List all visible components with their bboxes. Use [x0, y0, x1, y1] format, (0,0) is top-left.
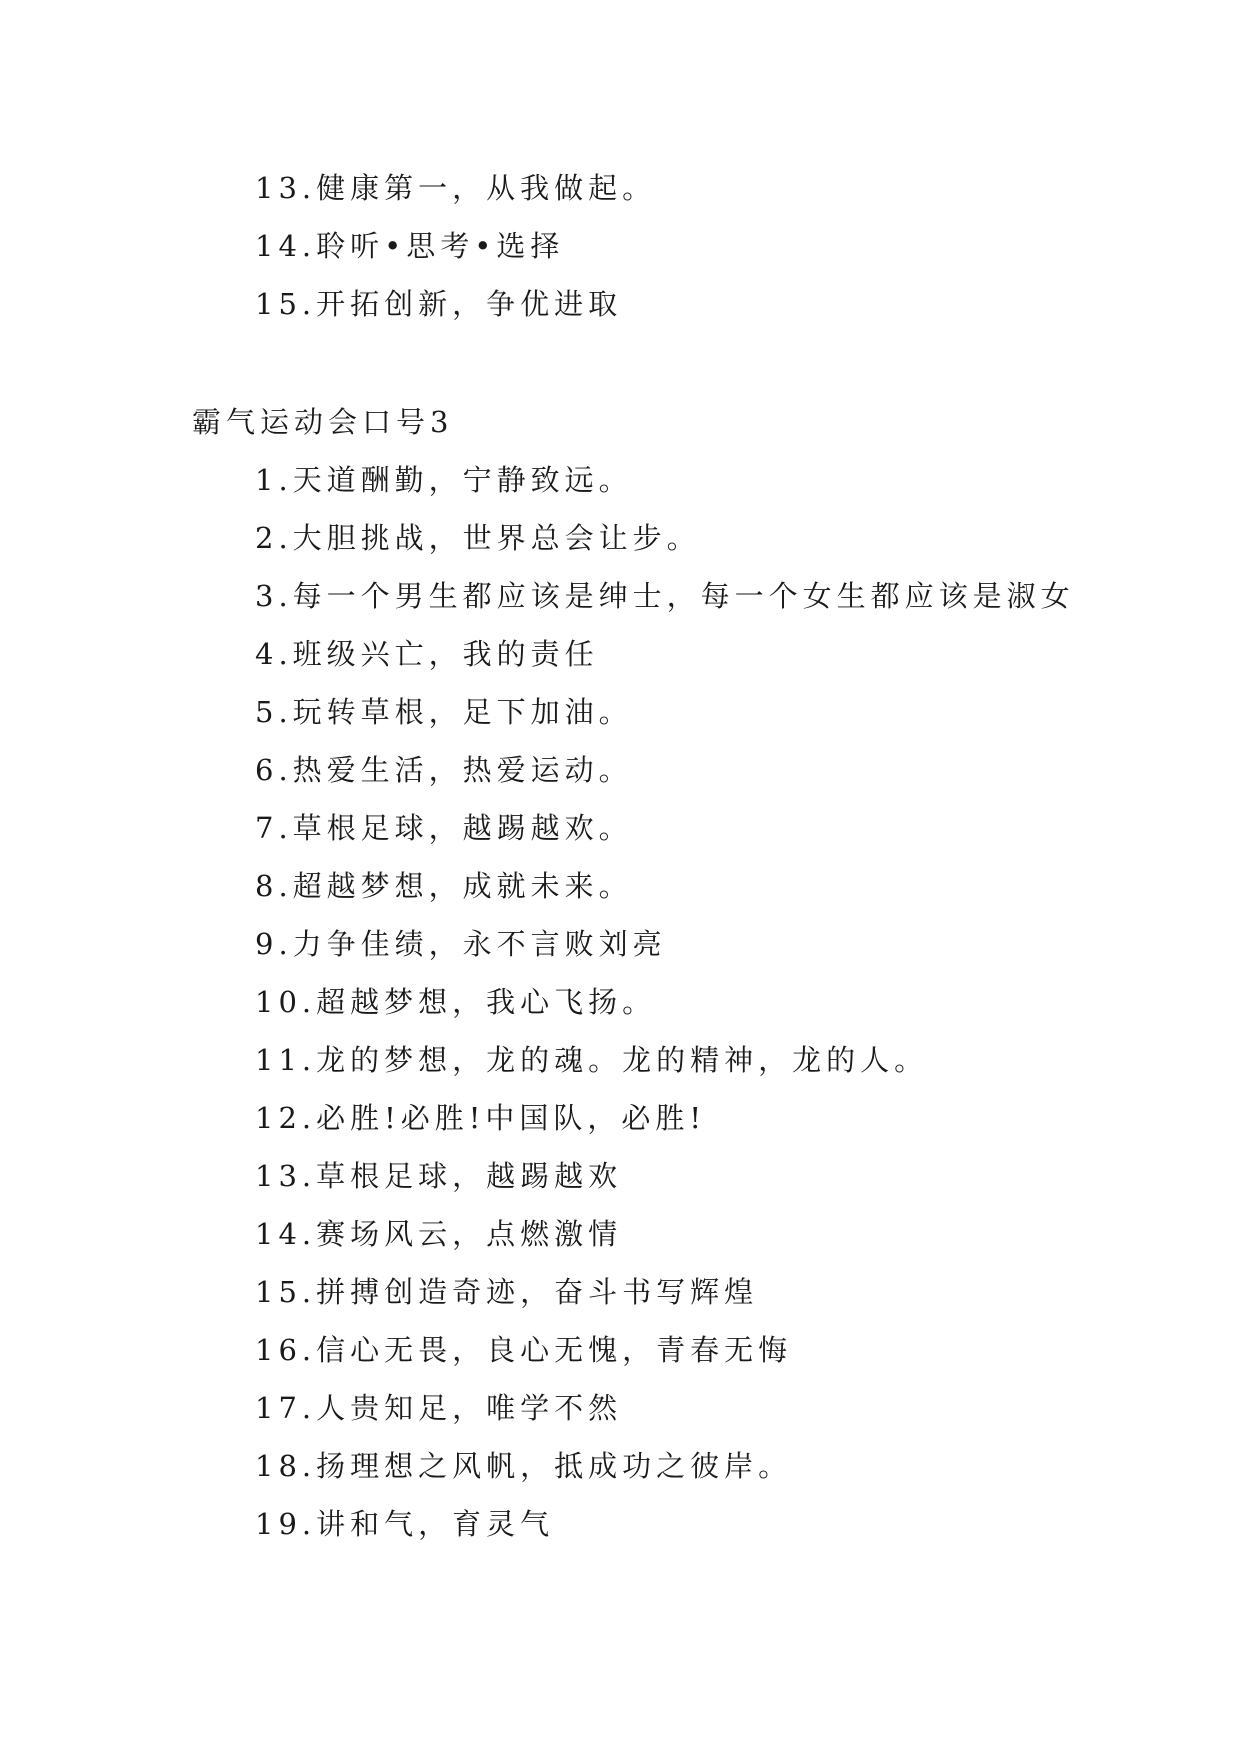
list-item: 3.每一个男生都应该是绅士，每一个女生都应该是淑女: [255, 579, 1075, 613]
list-item: 17.人贵知足，唯学不然: [255, 1391, 623, 1425]
slogan-list: [255, 451, 1075, 1553]
list-item: 13.健康第一，从我做起。: [255, 171, 657, 205]
list-item: 13.草根足球，越踢越欢: [255, 1159, 623, 1193]
list-item: 7.草根足球，越踢越欢。: [255, 811, 633, 845]
list-item: 12.必胜!必胜!中国队，必胜!: [255, 1101, 707, 1135]
list-item: 5.玩转草根，足下加油。: [255, 695, 633, 729]
list-item: 15.开拓创新，争优进取: [255, 287, 623, 321]
section-heading: 霸气运动会口号3: [192, 405, 454, 439]
list-item: 11.龙的梦想，龙的魂。龙的精神，龙的人。: [255, 1043, 929, 1077]
continued-slogan-list: [255, 159, 656, 333]
list-item: 14.赛场风云，点燃激情: [255, 1217, 623, 1251]
list-item: 15.拼搏创造奇迹，奋斗书写辉煌: [255, 1275, 759, 1309]
list-item: 9.力争佳绩，永不言败刘亮: [255, 927, 667, 961]
list-item: 4.班级兴亡，我的责任: [255, 637, 599, 671]
list-item: 16.信心无畏，良心无愧，青春无悔: [255, 1333, 793, 1367]
list-item: 18.扬理想之风帆，抵成功之彼岸。: [255, 1449, 793, 1483]
list-item: 8.超越梦想，成就未来。: [255, 869, 633, 903]
list-item: 19.讲和气，育灵气: [255, 1507, 555, 1541]
list-item: 14.聆听•思考•选择: [255, 229, 565, 263]
list-item: 10.超越梦想，我心飞扬。: [255, 985, 657, 1019]
list-item: 1.天道酬勤，宁静致远。: [255, 463, 633, 497]
list-item: 6.热爱生活，热爱运动。: [255, 753, 633, 787]
list-item: 2.大胆挑战，世界总会让步。: [255, 521, 701, 555]
